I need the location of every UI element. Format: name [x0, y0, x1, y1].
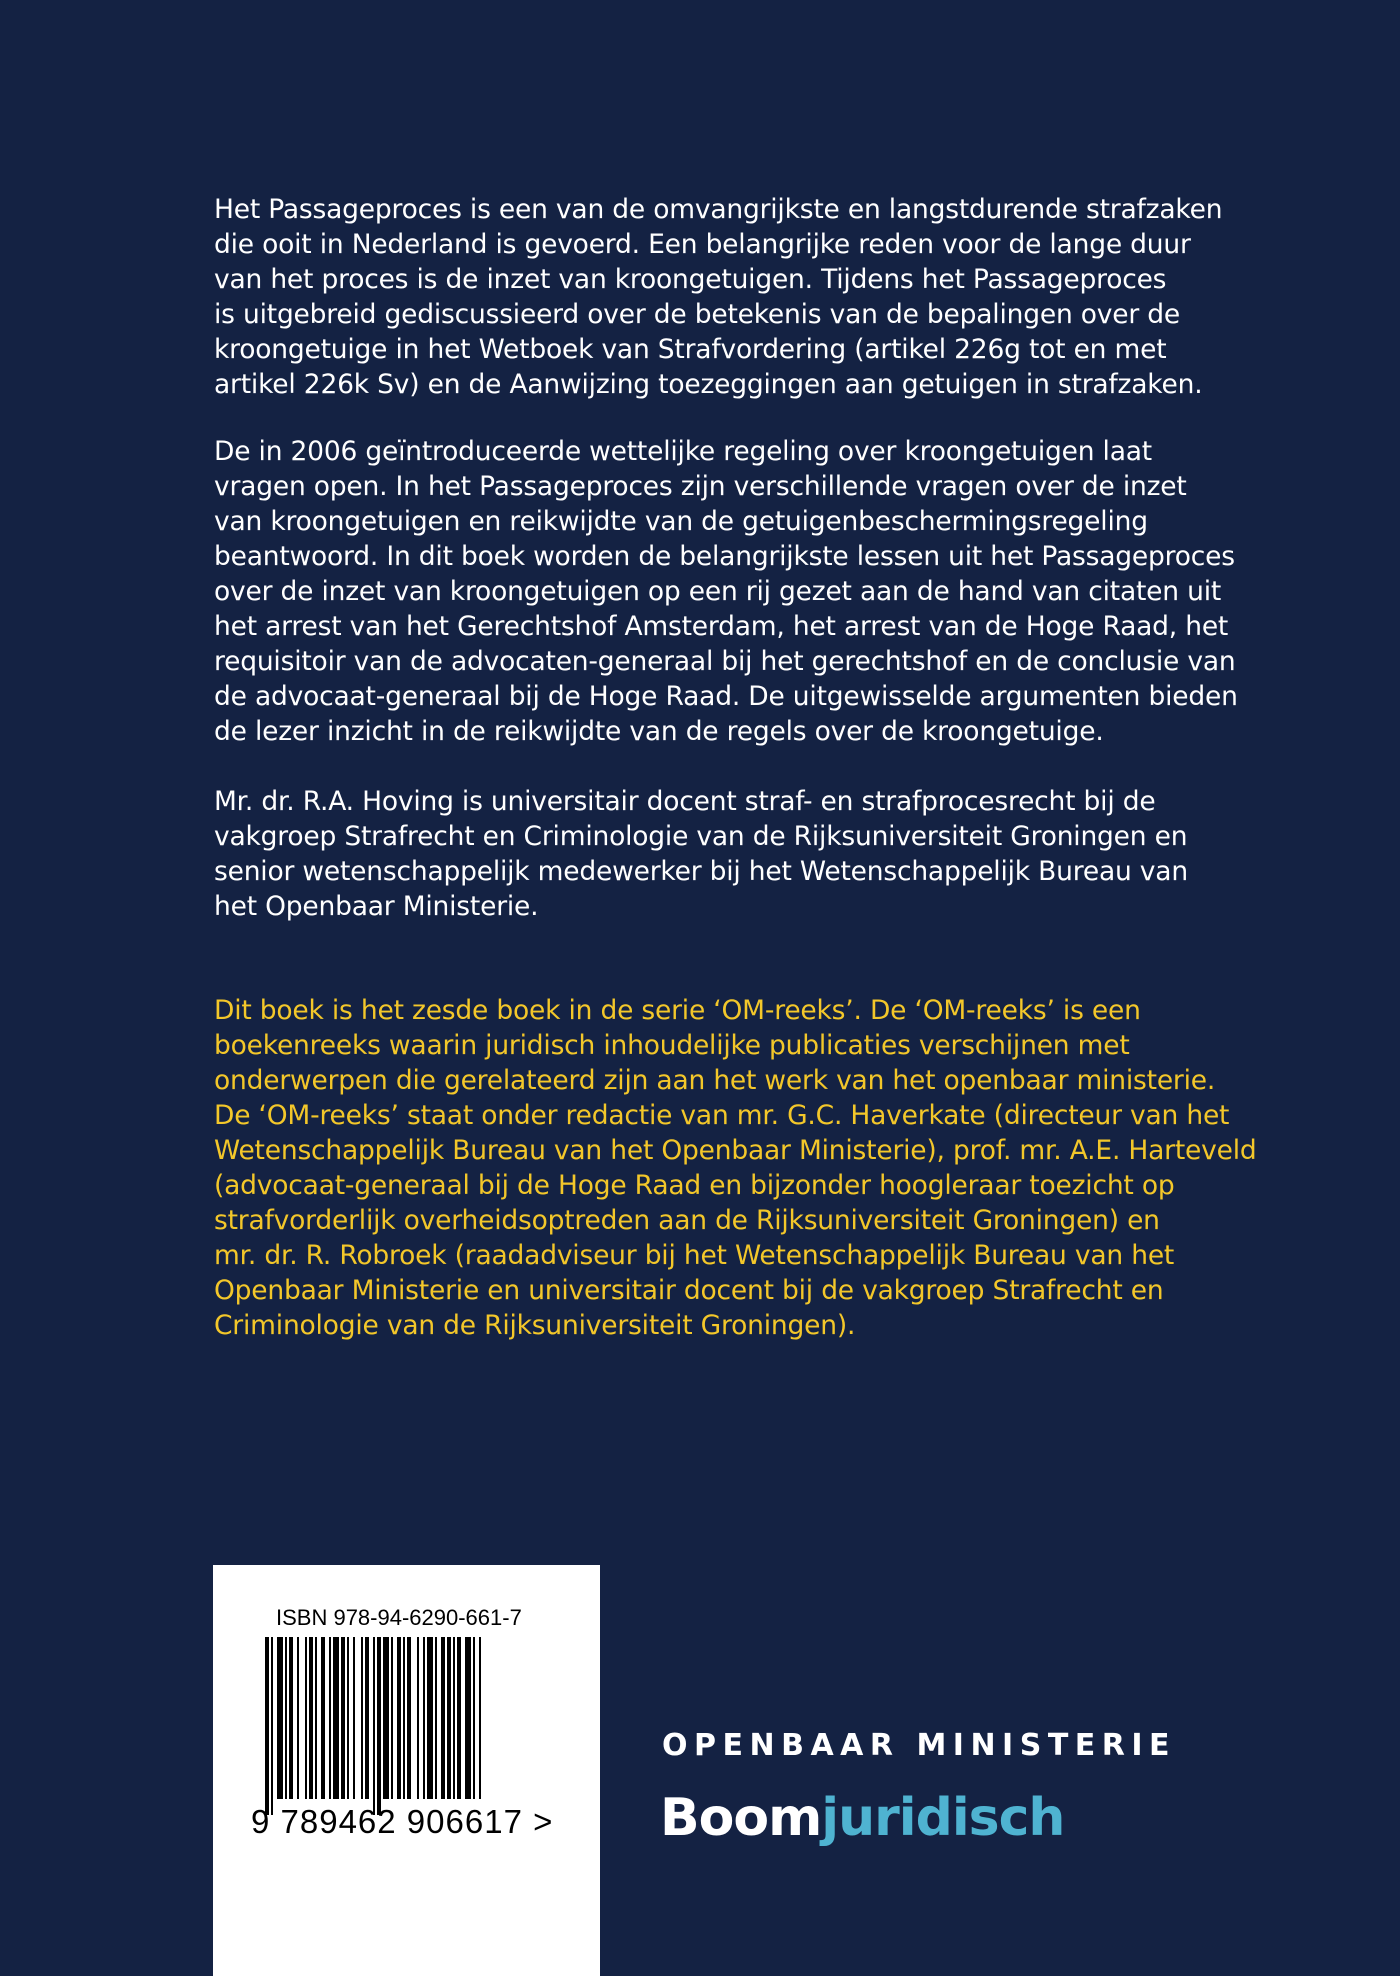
barcode-bar: [377, 1637, 381, 1815]
author-bio-paragraph: [214, 784, 1188, 924]
barcode-bar: [315, 1637, 317, 1799]
barcode-bar: [423, 1637, 425, 1799]
barcode-bar: [441, 1637, 445, 1799]
logo-text-boom: Boom: [660, 1788, 822, 1848]
barcode-panel: [213, 1565, 600, 1976]
barcode-bar: [383, 1637, 389, 1799]
text-line: De ‘OM-reeks’ staat onder redactie van mr. G.C. Haverkate (directeur van het: [214, 1100, 1230, 1131]
text-line: De in 2006 geïntroduceerde wettelijke regeling over kroongetuigen laat: [214, 436, 1152, 467]
barcode-bar: [289, 1637, 293, 1799]
text-line: de advocaat-generaal bij de Hoge Raad. De uitgewisselde argumenten bieden: [214, 681, 1238, 712]
barcode-image: [263, 1637, 553, 1817]
publisher-openbaar-ministerie: OPENBAAR MINISTERIE: [662, 1728, 1177, 1763]
barcode-bar: [373, 1637, 375, 1815]
barcode-bar: [277, 1637, 283, 1799]
text-line: requisitoir van de advocaten-generaal bij het gerechtshof en de conclusie van: [214, 646, 1236, 677]
barcode-bar: [453, 1637, 455, 1799]
publisher-logo-boom-juridisch: [660, 1788, 1064, 1848]
text-line: Het Passageproces is een van de omvangrijkste en langstdurende strafzaken: [214, 194, 1223, 225]
barcode-bar: [407, 1637, 411, 1799]
isbn-label: ISBN 978-94-6290-661-7: [276, 1605, 522, 1630]
text-line: die ooit in Nederland is gevoerd. Een belangrijke reden voor de lange duur: [214, 229, 1191, 260]
barcode-bar: [271, 1637, 273, 1815]
text-line: senior wetenschappelijk medewerker bij het Wetenschappelijk Bureau van: [214, 856, 1188, 887]
barcode-bar: [347, 1637, 349, 1799]
text-line: Wetenschappelijk Bureau van het Openbaar Ministerie), prof. mr. A.E. Harteveld: [214, 1135, 1257, 1166]
logo-text-juridisch: juridisch: [821, 1788, 1065, 1848]
barcode-bar: [435, 1637, 437, 1799]
barcode-bar: [305, 1637, 307, 1799]
description-paragraph-1: [214, 192, 1223, 402]
text-line: vragen open. In het Passageproces zijn verschillende vragen over de inzet: [214, 471, 1187, 502]
text-line: onderwerpen die gerelateerd zijn aan het werk van het openbaar ministerie.: [214, 1065, 1216, 1096]
barcode-digits: 9 789462 906617 >: [251, 1803, 554, 1840]
barcode-bar: [365, 1637, 369, 1799]
text-line: boekenreeks waarin juridisch inhoudelijke publicaties verschijnen met: [214, 1030, 1130, 1061]
barcode-bar: [427, 1637, 433, 1799]
text-line: kroongetuige in het Wetboek van Strafvordering (artikel 226g tot en met: [214, 334, 1167, 365]
text-line: Openbaar Ministerie en universitair docent bij de vakgroep Strafrecht en: [214, 1275, 1164, 1306]
barcode-bar: [265, 1637, 269, 1815]
text-line: Mr. dr. R.A. Hoving is universitair docent straf- en strafprocesrecht bij de: [214, 786, 1156, 817]
text-line: de lezer inzicht in de reikwijdte van de regels over de kroongetuige.: [214, 716, 1104, 747]
barcode-bar: [397, 1637, 401, 1799]
text-line: het Openbaar Ministerie.: [214, 891, 539, 922]
text-line: vakgroep Strafrecht en Criminologie van de Rijksuniversiteit Groningen en: [214, 821, 1188, 852]
barcode-bar: [473, 1637, 475, 1799]
barcode-bar: [329, 1637, 331, 1799]
text-line: artikel 226k Sv) en de Aanwijzing toezeggingen aan getuigen in strafzaken.: [214, 369, 1203, 400]
barcode-bar: [297, 1637, 299, 1799]
text-line: van het proces is de inzet van kroongetuigen. Tijdens het Passageproces: [214, 264, 1167, 295]
text-line: beantwoord. In dit boek worden de belangrijkste lessen uit het Passageproces: [214, 541, 1235, 572]
barcode-bar: [403, 1637, 405, 1799]
barcode-bar: [479, 1637, 481, 1799]
text-line: Criminologie van de Rijksuniversiteit Groningen).: [214, 1310, 856, 1341]
barcode-bar: [321, 1637, 325, 1799]
series-info-paragraph: [214, 993, 1257, 1343]
text-line: is uitgebreid gediscussieerd over de betekenis van de bepalingen over de: [214, 299, 1181, 330]
description-paragraph-2: [214, 434, 1238, 749]
text-line: (advocaat-generaal bij de Hoge Raad en bijzonder hoogleraar toezicht op: [214, 1170, 1175, 1201]
barcode-bar: [457, 1637, 461, 1799]
barcode-bar: [341, 1637, 345, 1799]
text-line: mr. dr. R. Robroek (raadadviseur bij het Wetenschappelijk Bureau van het: [214, 1240, 1175, 1271]
text-line: strafvorderlijk overheidsoptreden aan de Rijksuniversiteit Groningen) en: [214, 1205, 1160, 1236]
barcode-bar: [391, 1637, 393, 1799]
text-line: van kroongetuigen en reikwijdte van de getuigenbeschermingsregeling: [214, 506, 1148, 537]
barcode-bar: [333, 1637, 339, 1799]
barcode-bar: [361, 1637, 363, 1799]
barcode-bar: [465, 1637, 471, 1799]
barcode-bar: [309, 1637, 313, 1799]
barcode-bar: [447, 1637, 451, 1799]
barcode-bar: [417, 1637, 419, 1799]
text-line: over de inzet van kroongetuigen op een rij gezet aan de hand van citaten uit: [214, 576, 1222, 607]
text-line: Dit boek is het zesde boek in de serie ‘OM-reeks’. De ‘OM-reeks’ is een: [214, 995, 1141, 1026]
text-line: het arrest van het Gerechtshof Amsterdam, het arrest van de Hoge Raad, het: [214, 611, 1229, 642]
barcode-bar: [353, 1637, 355, 1799]
barcode-bar: [285, 1637, 287, 1799]
